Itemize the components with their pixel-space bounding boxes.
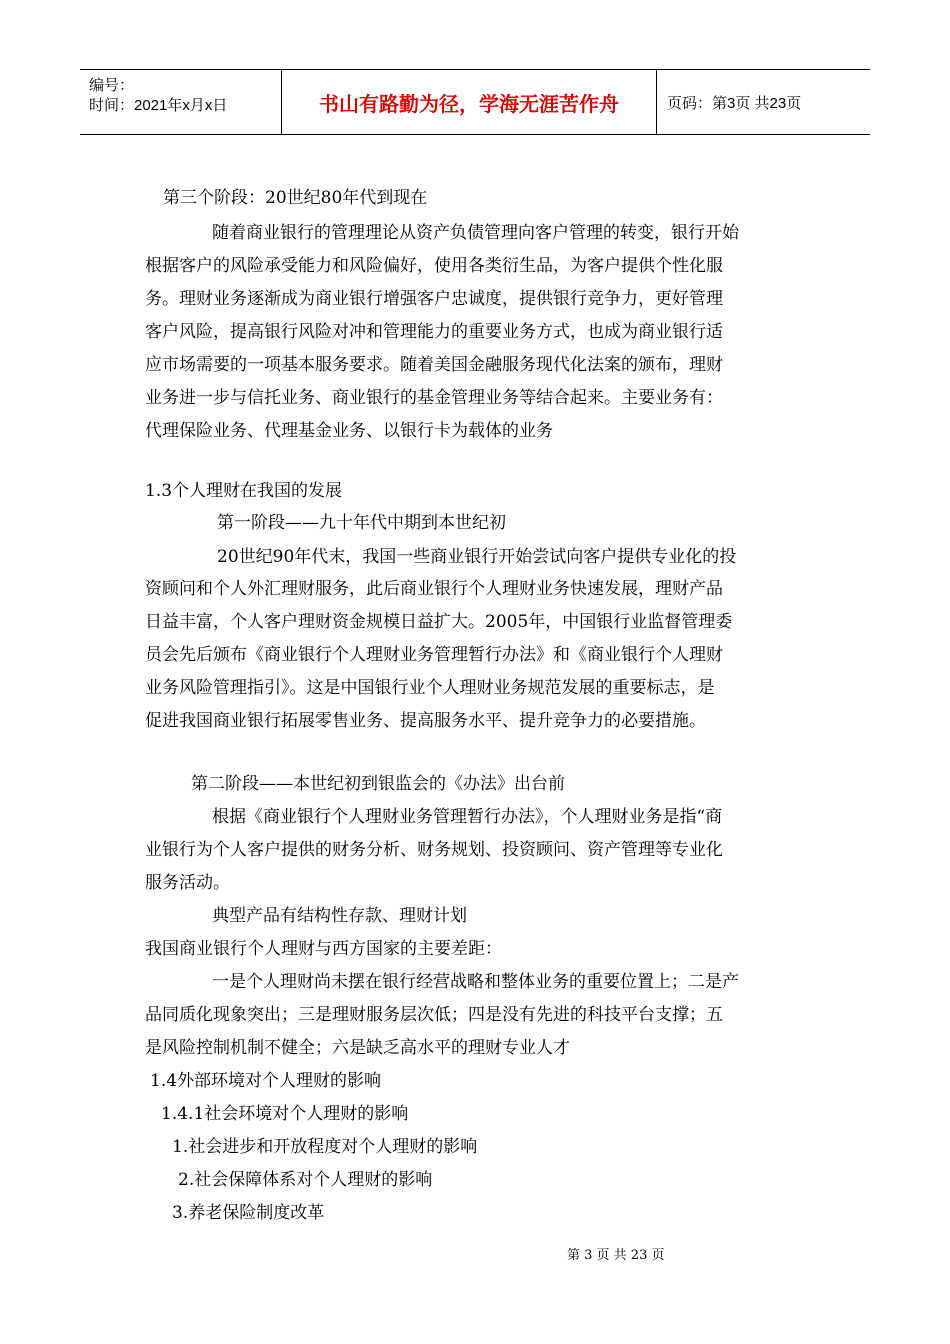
text-line: 第三个阶段：20世纪80年代到现在	[163, 188, 428, 208]
page-footer: 第 3 页 共 23 页	[567, 1248, 665, 1263]
text-line: 典型产品有结构性存款、理财计划	[212, 906, 467, 926]
text-line: 随着商业银行的管理理论从资产负债管理向客户管理的转变，银行开始	[212, 223, 739, 243]
stage-heading: 第一阶段——九十年代中期到本世纪初	[217, 513, 506, 533]
text-line: 应市场需要的一项基本服务要求。随着美国金融服务现代化法案的颁布，理财	[145, 355, 723, 375]
text-line: 日益丰富，个人客户理财资金规模日益扩大。2005年，中国银行业监督管理委	[145, 612, 733, 632]
stage-heading: 第二阶段——本世纪初到银监会的《办法》出台前	[191, 774, 565, 794]
text-line: 业银行为个人客户提供的财务分析、财务规划、投资顾问、资产管理等专业化	[145, 840, 723, 860]
list-item: 3.养老保险制度改革	[172, 1203, 325, 1223]
subsection-heading: 1.4.1社会环境对个人理财的影响	[161, 1104, 409, 1124]
header-page-info: 页码：第3页 共23页	[667, 94, 802, 112]
text-line: 资顾问和个人外汇理财服务，此后商业银行个人理财业务快速发展，理财产品	[145, 579, 723, 599]
number-label: 编号：	[89, 77, 135, 94]
text-line: 业务进一步与信托业务、商业银行的基金管理业务等结合起来。主要业务有：	[145, 388, 723, 408]
list-item: 1.社会进步和开放程度对个人理财的影响	[172, 1137, 478, 1157]
time-label: 时间：2021年x月x日	[89, 97, 228, 114]
text-line: 促进我国商业银行拓展零售业务、提高服务水平、提升竞争力的必要措施。	[145, 711, 706, 731]
text-line: 根据客户的风险承受能力和风险偏好，使用各类衍生品，为客户提供个性化服	[145, 256, 723, 276]
header-motto: 书山有路勤为径，学海无涯苦作舟	[282, 70, 657, 134]
text-line: 20世纪90年代末，我国一些商业银行开始尝试向客户提供专业化的投	[217, 547, 737, 567]
text-line: 一是个人理财尚未摆在银行经营战略和整体业务的重要位置上；二是产	[212, 972, 739, 992]
text-line: 是风险控制机制不健全；六是缺乏高水平的理财专业人才	[145, 1038, 570, 1058]
text-line: 根据《商业银行个人理财业务管理暂行办法》，个人理财业务是指“商	[212, 807, 723, 827]
text-line: 代理保险业务、代理基金业务、以银行卡为载体的业务	[145, 421, 553, 441]
list-item: 2.社会保障体系对个人理财的影响	[178, 1170, 433, 1190]
section-heading: 1.4外部环境对个人理财的影响	[150, 1071, 382, 1091]
text-line: 客户风险，提高银行风险对冲和管理能力的重要业务方式，也成为商业银行适	[145, 322, 723, 342]
text-line: 业务风险管理指引》。这是中国银行业个人理财业务规范发展的重要标志，是	[145, 678, 715, 698]
text-line: 务。理财业务逐渐成为商业银行增强客户忠诚度，提供银行竞争力，更好管理	[145, 289, 723, 309]
text-line: 我国商业银行个人理财与西方国家的主要差距：	[145, 939, 502, 959]
page-header	[80, 69, 870, 135]
text-line: 品同质化现象突出；三是理财服务层次低；四是没有先进的科技平台支撑；五	[145, 1005, 723, 1025]
section-heading: 1.3个人理财在我国的发展	[145, 481, 343, 501]
header-meta	[80, 70, 282, 134]
text-line: 服务活动。	[145, 873, 230, 893]
text-line: 员会先后颁布《商业银行个人理财业务管理暂行办法》和《商业银行个人理财	[145, 645, 723, 665]
